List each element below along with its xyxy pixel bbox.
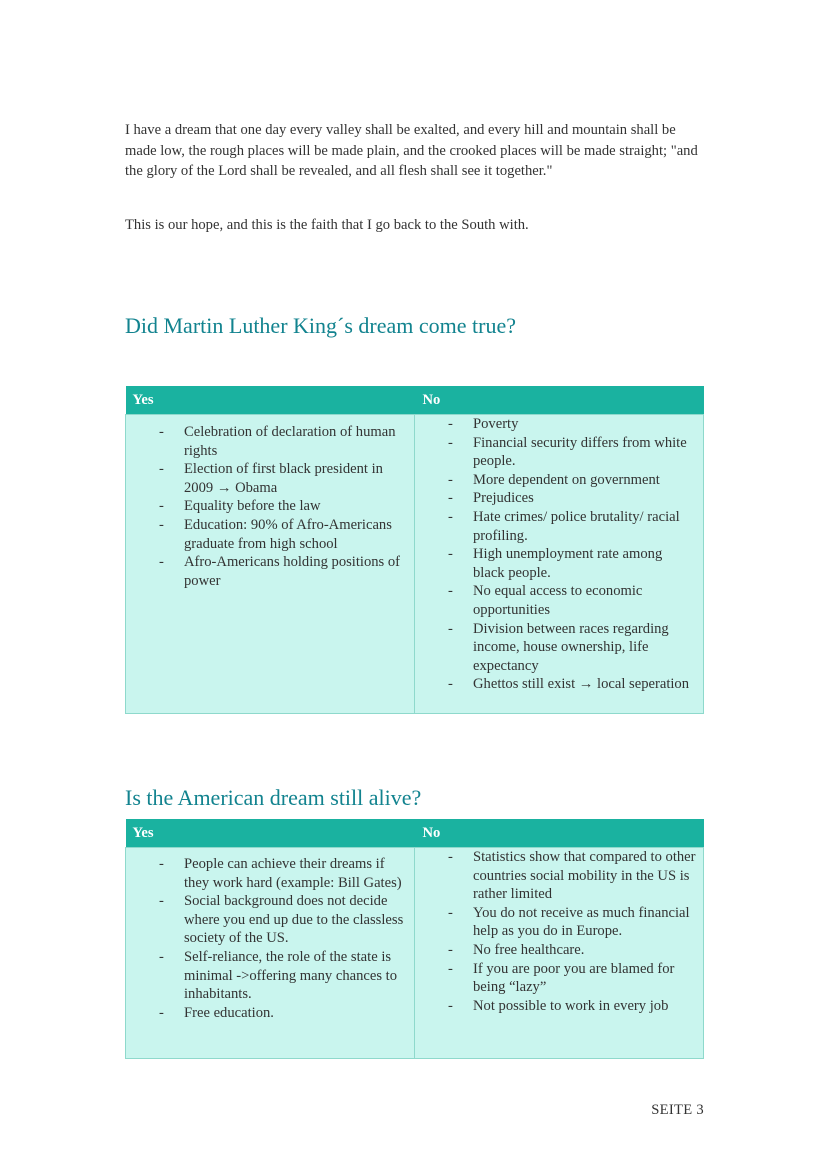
list-item-text: If you are poor you are blamed for being “lazy” — [473, 960, 675, 996]
dash-marker: - — [448, 997, 453, 1014]
dash-marker: - — [448, 508, 453, 525]
no-list — [415, 415, 703, 694]
dash-marker: - — [159, 461, 164, 478]
list-item — [415, 848, 703, 904]
list-item — [126, 497, 414, 516]
list-item — [126, 1004, 414, 1023]
no-cell — [415, 415, 704, 714]
yes-list — [126, 855, 414, 1022]
yes-column-header: Yes — [126, 819, 415, 848]
yes-cell — [126, 415, 415, 714]
list-item-text: Prejudices — [473, 490, 534, 507]
list-item — [126, 855, 414, 892]
list-item-text: No free healthcare. — [473, 941, 585, 958]
dash-marker: - — [448, 960, 453, 977]
list-item-text: No equal access to economic opportunities — [473, 583, 643, 618]
dash-marker: - — [448, 620, 453, 637]
list-item-text: High unemployment rate among black people. — [473, 546, 663, 581]
no-column-header: No — [415, 386, 704, 415]
list-item-text: Ghettos still exist → local seperation — [473, 676, 690, 693]
no-list — [415, 848, 703, 1015]
mlk-dream-table — [125, 386, 704, 714]
dash-marker: - — [159, 893, 164, 910]
list-item-text: People can achieve their dreams if they work hard (example: Bill Gates) — [184, 856, 402, 891]
list-item-text: Election of first black president in 2009 → Obama — [184, 461, 383, 496]
list-item-text: Financial security differs from white people. — [473, 434, 687, 470]
intro-paragraph-2: This is our hope, and this is the faith that I go back to the South with. — [125, 217, 529, 233]
dash-marker: - — [159, 498, 164, 515]
list-item — [415, 434, 703, 471]
list-item-text: Free education. — [184, 1004, 274, 1021]
dash-marker: - — [448, 941, 453, 958]
list-item-text: Afro-Americans holding positions of power — [184, 554, 401, 589]
list-item — [126, 948, 414, 1004]
section-1-title: Did Martin Luther King´s dream come true? — [125, 313, 516, 338]
list-item — [126, 423, 414, 460]
list-item-text: Celebration of declaration of human rights — [184, 424, 396, 459]
list-item — [415, 904, 703, 941]
list-item-text: Division between races regarding income, house ownership, life expectancy — [473, 620, 669, 674]
dash-marker: - — [448, 904, 453, 921]
list-item — [415, 545, 703, 582]
yes-list — [126, 423, 414, 590]
list-item-text: Self-reliance, the role of the state is minimal ->offering many chances to inhabitants. — [184, 948, 398, 1003]
no-cell — [415, 848, 704, 1059]
list-item-text: Statistics show that compared to other countries social mobility in the US is rather limited — [473, 849, 696, 903]
yes-column-header: Yes — [126, 386, 415, 415]
dash-marker: - — [159, 516, 164, 533]
list-item — [415, 675, 703, 694]
list-item — [415, 960, 703, 997]
list-item — [126, 516, 414, 553]
list-item — [415, 582, 703, 619]
list-item — [415, 489, 703, 508]
dash-marker: - — [448, 583, 453, 600]
intro-paragraph-1: I have a dream that one day every valley shall be exalted, and every hill and mountain shall be made low, the rough places will be made plain, and the crooked places will be made straight; "and the glory of the Lord shall be revealed, and all flesh shall see it together." — [125, 122, 698, 179]
list-item — [415, 508, 703, 545]
list-item — [415, 997, 703, 1016]
section-2-title: Is the American dream still alive? — [125, 785, 422, 810]
list-item — [126, 892, 414, 948]
list-item-text: Not possible to work in every job — [473, 997, 669, 1014]
list-item — [415, 415, 703, 434]
yes-cell — [126, 848, 415, 1059]
dash-marker: - — [159, 856, 164, 872]
list-item — [415, 941, 703, 960]
list-item — [415, 471, 703, 490]
dash-marker: - — [448, 546, 453, 563]
list-item-text: Hate crimes/ police brutality/ racial profiling. — [473, 508, 680, 544]
dash-marker: - — [159, 948, 164, 965]
no-column-header: No — [415, 819, 704, 848]
page-number: SEITE 3 — [651, 1102, 704, 1118]
dash-marker: - — [159, 554, 164, 571]
list-item — [415, 620, 703, 676]
list-item-text: Equality before the law — [184, 498, 321, 515]
american-dream-table — [125, 819, 704, 1059]
list-item-text: Poverty — [473, 416, 519, 432]
dash-marker: - — [448, 490, 453, 507]
list-item — [126, 460, 414, 497]
list-item-text: More dependent on government — [473, 471, 660, 488]
dash-marker: - — [448, 416, 453, 432]
list-item-text: Education: 90% of Afro-Americans graduate from high school — [184, 516, 392, 552]
list-item-text: You do not receive as much financial help as you do in Europe. — [473, 904, 690, 940]
dash-marker: - — [159, 1004, 164, 1021]
dash-marker: - — [448, 849, 453, 865]
dash-marker: - — [448, 434, 453, 451]
dash-marker: - — [448, 676, 453, 693]
list-item — [126, 553, 414, 590]
dash-marker: - — [448, 471, 453, 488]
dash-marker: - — [159, 424, 164, 440]
list-item-text: Social background does not decide where you end up due to the classless society of the US. — [184, 893, 404, 947]
